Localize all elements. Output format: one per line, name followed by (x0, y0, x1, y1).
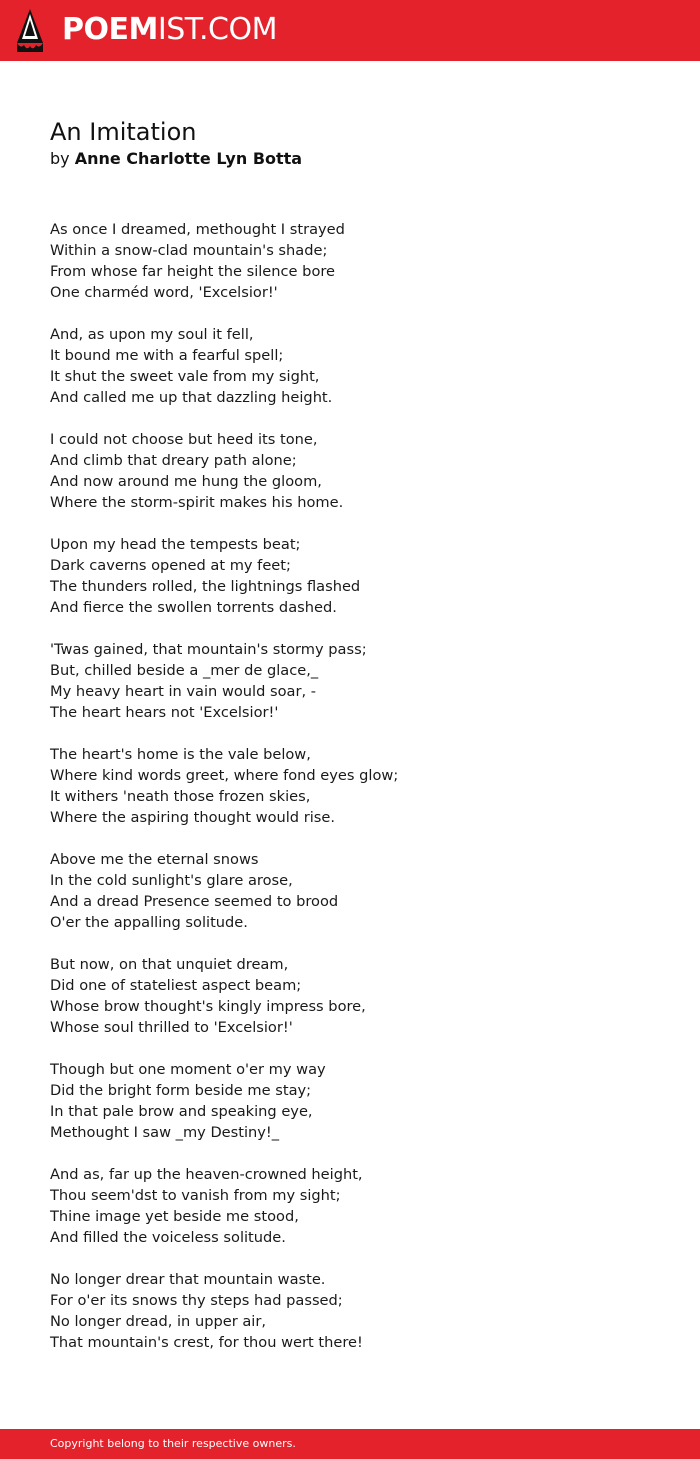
poem-line: Thou seem'dst to vanish from my sight; (50, 1187, 341, 1204)
poem-byline (50, 148, 302, 170)
poem-stanza (50, 324, 670, 408)
poem-line: Did the bright form beside me stay; (50, 1082, 312, 1099)
poem-line: Methought I saw _my Destiny!_ (50, 1124, 280, 1141)
poem-line: Where the storm-spirit makes his home. (50, 494, 344, 511)
poem-line: Dark caverns opened at my feet; (50, 557, 291, 574)
poem-line: Where the aspiring thought would rise. (50, 809, 335, 826)
poem-line: And fierce the swollen torrents dashed. (50, 599, 337, 616)
poem-line: I could not choose but heed its tone, (50, 431, 318, 448)
poem-line: And as, far up the heaven-crowned height, (50, 1166, 363, 1183)
poem-stanza (50, 1269, 670, 1353)
poem-line: Though but one moment o'er my way (50, 1061, 326, 1078)
poem-line: Whose brow thought's kingly impress bore, (50, 998, 366, 1015)
copyright-text: Copyright belong to their respective owners. (50, 1437, 296, 1450)
poem-line: Above me the eternal snows (50, 851, 259, 868)
poem-line: Where kind words greet, where fond eyes glow; (50, 767, 399, 784)
poem-stanza (50, 534, 670, 618)
poem-stanza (50, 1164, 670, 1248)
poem-line: My heavy heart in vain would soar, - (50, 683, 317, 700)
poem-line: 'Twas gained, that mountain's stormy pass; (50, 641, 367, 658)
poem-stanza (50, 954, 670, 1038)
poem-line: No longer dread, in upper air, (50, 1313, 266, 1330)
site-header (0, 0, 700, 61)
poem-line: Did one of stateliest aspect beam; (50, 977, 302, 994)
poem-line: It withers 'neath those frozen skies, (50, 788, 311, 805)
poem-line: The heart's home is the vale below, (50, 746, 311, 763)
poem-line: That mountain's crest, for thou wert there! (50, 1334, 363, 1351)
poem-line: Thine image yet beside me stood, (50, 1208, 299, 1225)
poem-line: One charméd word, 'Excelsior!' (50, 284, 278, 301)
poem-line: In the cold sunlight's glare arose, (50, 872, 293, 889)
author-name: Anne Charlotte Lyn Botta (74, 149, 303, 168)
poem-line: And a dread Presence seemed to brood (50, 893, 339, 910)
site-footer (0, 1429, 700, 1459)
poem-stanza (50, 429, 670, 513)
poem-line: In that pale brow and speaking eye, (50, 1103, 313, 1120)
poem-line: And called me up that dazzling height. (50, 389, 333, 406)
brand-light-text: IST.COM (157, 12, 277, 47)
poem-line: It shut the sweet vale from my sight, (50, 368, 320, 385)
poem-line: And now around me hung the gloom, (50, 473, 322, 490)
poem-stanza (50, 639, 670, 723)
poem-line: And, as upon my soul it fell, (50, 326, 254, 343)
poem-stanza (50, 744, 670, 828)
poem-line: But, chilled beside a _mer de glace,_ (50, 662, 319, 679)
by-label: by (50, 149, 70, 168)
pencil-tip-icon[interactable] (17, 9, 43, 52)
poem-line: The heart hears not 'Excelsior!' (50, 704, 279, 721)
poem-line: As once I dreamed, methought I strayed (50, 221, 345, 238)
poem-stanza (50, 1059, 670, 1143)
poem-line: Whose soul thrilled to 'Excelsior!' (50, 1019, 293, 1036)
poem-line: For o'er its snows thy steps had passed; (50, 1292, 343, 1309)
poem-line: O'er the appalling solitude. (50, 914, 248, 931)
poem-line: And climb that dreary path alone; (50, 452, 297, 469)
poem-line: Upon my head the tempests beat; (50, 536, 301, 553)
poem-line: The thunders rolled, the lightnings flashed (50, 578, 361, 595)
site-logo-text[interactable] (62, 12, 277, 48)
brand-bold-text: POEM (62, 12, 158, 47)
poem-body (50, 219, 670, 1374)
poem-line: From whose far height the silence bore (50, 263, 336, 280)
poem-line: But now, on that unquiet dream, (50, 956, 289, 973)
poem-title: An Imitation (50, 118, 197, 146)
poem-line: It bound me with a fearful spell; (50, 347, 284, 364)
poem-line: No longer drear that mountain waste. (50, 1271, 326, 1288)
poem-stanza (50, 219, 670, 303)
poem-stanza (50, 849, 670, 933)
poem-line: Within a snow-clad mountain's shade; (50, 242, 328, 259)
poem-line: And filled the voiceless solitude. (50, 1229, 286, 1246)
